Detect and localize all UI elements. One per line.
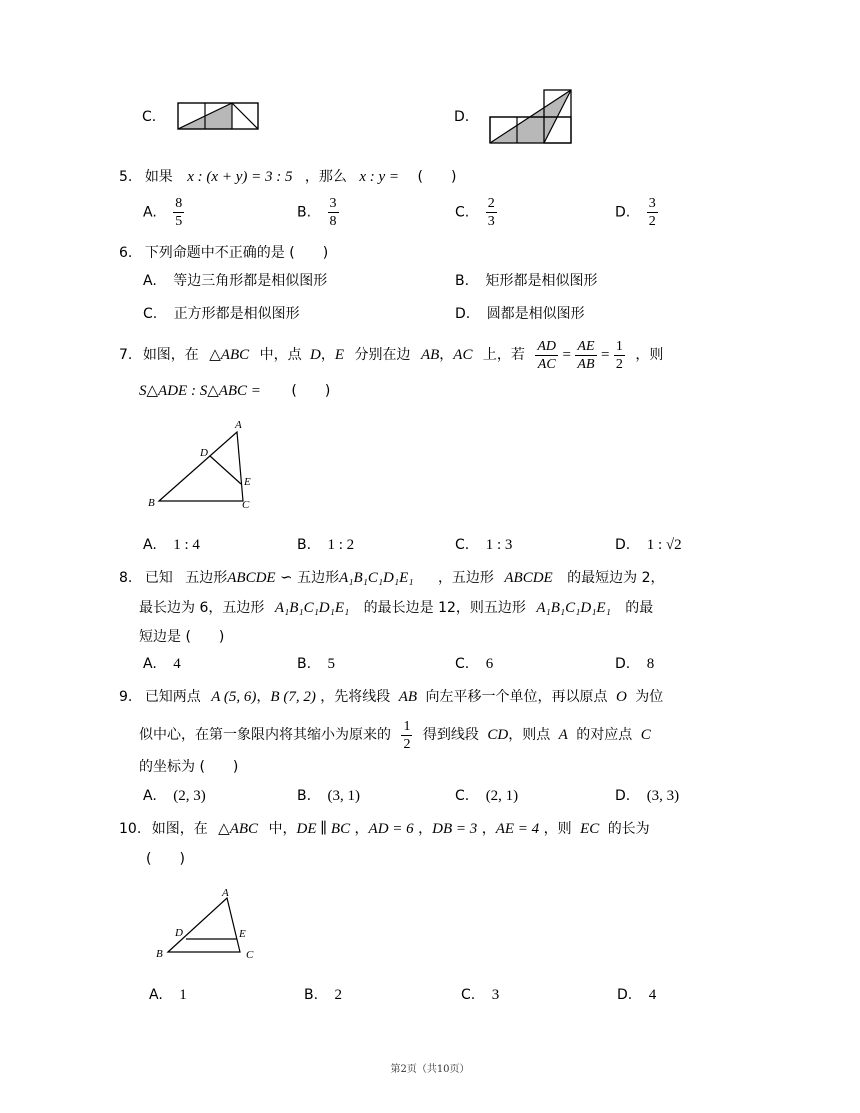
denominator: 2 bbox=[648, 214, 656, 229]
q8-pentagon: ABCDE bbox=[227, 570, 276, 586]
q9-segment-cd: CD bbox=[487, 727, 509, 743]
option-text: (3, 3) bbox=[646, 788, 680, 804]
q7-paren: ( ) bbox=[291, 383, 331, 399]
q7-label-e: E bbox=[244, 476, 251, 488]
numerator: 8 bbox=[175, 196, 183, 211]
denominator: 8 bbox=[329, 214, 337, 229]
q6-stem bbox=[119, 244, 328, 262]
q8-text: 短边是 ( ) bbox=[139, 629, 225, 645]
q5-stem bbox=[119, 168, 456, 186]
q7-comma: ， bbox=[320, 347, 335, 363]
q10-ae: AE = 4 bbox=[495, 821, 540, 837]
q5-expr2: x : y = bbox=[359, 169, 400, 185]
q5-option-c[interactable] bbox=[455, 196, 497, 229]
q7-option-c[interactable] bbox=[455, 536, 512, 554]
option-label: C. bbox=[455, 788, 470, 804]
q7-side-ac: AC bbox=[453, 347, 473, 363]
q9-point-a-ref: A bbox=[558, 727, 568, 743]
option-label: C. bbox=[455, 656, 470, 672]
page-footer: 第2页（共10页） bbox=[390, 1064, 470, 1075]
option-text: (3, 1) bbox=[327, 788, 361, 804]
q10-option-d[interactable] bbox=[617, 986, 656, 1004]
q9-text: ，先将线段 bbox=[320, 689, 391, 705]
q7-area-ratio: S△ADE : S△ABC = bbox=[139, 383, 261, 399]
q5-paren: ( ) bbox=[417, 169, 457, 185]
q6-option-d[interactable] bbox=[455, 305, 585, 323]
q10-option-a[interactable] bbox=[149, 986, 187, 1004]
q7-option-a[interactable] bbox=[143, 536, 200, 554]
numerator: 3 bbox=[648, 196, 656, 211]
q10-label-b: B bbox=[156, 948, 163, 960]
option-label: B. bbox=[297, 204, 312, 221]
option-text: 1 bbox=[179, 987, 187, 1003]
option-label: B. bbox=[297, 788, 312, 804]
q6-text: 下列命题中不正确的是 ( ) bbox=[144, 245, 329, 261]
q10-ec: EC bbox=[580, 821, 600, 837]
option-text: 正方形都是相似图形 bbox=[173, 306, 300, 322]
numerator: 2 bbox=[487, 196, 495, 211]
q7-option-b[interactable] bbox=[297, 536, 354, 554]
q7-point-d: D bbox=[310, 347, 321, 363]
option-label: D. bbox=[617, 987, 633, 1003]
q8-text: 五边形 bbox=[185, 570, 228, 586]
fraction bbox=[328, 196, 339, 229]
q8-option-b[interactable] bbox=[297, 655, 335, 673]
q8-similar-symbol: ∽ bbox=[280, 570, 293, 586]
q9-text: 得到线段 bbox=[422, 727, 479, 743]
denominator: AB bbox=[577, 356, 595, 372]
option-label: C. bbox=[455, 204, 470, 221]
q8-pentagon-prime: A₁B₁C₁D₁E₁ bbox=[339, 570, 414, 586]
option-text: 1 : 2 bbox=[327, 537, 355, 553]
option-label: C. bbox=[143, 306, 158, 322]
q7-number: 7. bbox=[119, 347, 133, 363]
q10-label-d: D bbox=[175, 927, 183, 939]
denominator: 2 bbox=[403, 736, 411, 752]
q5-prefix: 如果 bbox=[144, 169, 173, 185]
q10-figure bbox=[152, 884, 264, 964]
option-text: 等边三角形都是相似图形 bbox=[173, 273, 328, 289]
q5-expr: x : (x + y) = 3 : 5 bbox=[187, 169, 293, 185]
option-label: B. bbox=[455, 273, 470, 289]
q10-text: ，则 bbox=[543, 821, 572, 837]
q8-pentagon-prime: A₁B₁C₁D₁E₁ bbox=[274, 600, 350, 616]
numerator: AD bbox=[537, 338, 557, 354]
q7-figure bbox=[140, 414, 260, 514]
denominator: 3 bbox=[487, 214, 495, 229]
q9-text: 为位 bbox=[635, 689, 664, 705]
q9-text: ，则点 bbox=[508, 727, 551, 743]
option-text: 1 : 3 bbox=[485, 537, 513, 553]
q7-triangle: △ABC bbox=[209, 347, 250, 363]
denominator: 2 bbox=[615, 356, 623, 372]
q4-option-d-figure bbox=[488, 88, 574, 146]
q7-label-c: C bbox=[242, 499, 250, 511]
option-label: A. bbox=[143, 537, 157, 553]
q9-text: 的坐标为 ( ) bbox=[139, 759, 239, 775]
option-text: 8 bbox=[646, 656, 655, 672]
q8-text: 五边形 bbox=[297, 570, 340, 586]
q6-option-b[interactable] bbox=[455, 272, 598, 290]
q8-number: 8. bbox=[119, 570, 133, 586]
option-text: 6 bbox=[485, 656, 494, 672]
q7-side-ab: AB bbox=[420, 347, 440, 363]
q9-text: 已知两点 bbox=[144, 689, 201, 705]
fraction bbox=[486, 196, 497, 229]
q9-option-c[interactable] bbox=[455, 787, 518, 805]
q10-paren: ( ) bbox=[146, 851, 185, 867]
numerator: 1 bbox=[403, 718, 411, 734]
q8-text: 的最 bbox=[625, 600, 654, 616]
option-label: B. bbox=[304, 987, 319, 1003]
q9-segment-ab: AB bbox=[398, 689, 418, 705]
option-text: 1 : 4 bbox=[173, 537, 200, 553]
q4-option-d-label: D. bbox=[454, 109, 470, 125]
option-label: A. bbox=[143, 204, 157, 221]
denominator: AC bbox=[537, 356, 556, 372]
q10-ad: AD = 6 bbox=[368, 821, 414, 837]
q9-option-a[interactable] bbox=[143, 787, 206, 805]
q5-number: 5. bbox=[119, 169, 133, 185]
q6-option-a[interactable] bbox=[143, 272, 327, 290]
q9-origin: O bbox=[615, 689, 627, 705]
q8-option-d[interactable] bbox=[615, 655, 654, 673]
numerator: 1 bbox=[615, 338, 623, 354]
q10-text: 中， bbox=[268, 821, 297, 837]
option-text: 矩形都是相似图形 bbox=[485, 273, 598, 289]
numerator: AE bbox=[577, 338, 595, 354]
q5-option-d[interactable] bbox=[615, 196, 658, 229]
q7-stem-line1: 7. 如图，在 △ABC 中，点 D，E 分别在边 AB，AC 上，若 $\frac{AD}{AC}$ = $\frac{AE}{AB}$ = $\frac{1}{2}$ ，则 bbox=[119, 338, 664, 372]
q9-point-a: A (5, 6) bbox=[211, 689, 257, 705]
q9-option-b[interactable] bbox=[297, 787, 360, 805]
option-label: D. bbox=[615, 204, 631, 221]
q4-option-c-figure bbox=[176, 101, 260, 131]
q8-pentagon-prime: A₁B₁C₁D₁E₁ bbox=[536, 600, 611, 616]
fraction bbox=[401, 719, 412, 752]
q7-option-d[interactable] bbox=[615, 536, 682, 554]
option-label: A. bbox=[143, 788, 157, 804]
q8-option-a[interactable] bbox=[143, 655, 181, 673]
q8-stem-line1 bbox=[119, 569, 665, 587]
q5-mid: ，那么 bbox=[304, 169, 347, 185]
option-label: B. bbox=[297, 656, 312, 672]
option-label: A. bbox=[143, 656, 157, 672]
q9-stem-line3 bbox=[139, 758, 238, 776]
q9-stem-line1 bbox=[119, 688, 663, 706]
q9-option-d[interactable] bbox=[615, 787, 679, 805]
q8-pentagon: ABCDE bbox=[504, 570, 553, 586]
q9-number: 9. bbox=[119, 689, 133, 705]
q8-text: 最长边为 6，五边形 bbox=[139, 600, 265, 616]
option-label: B. bbox=[297, 537, 312, 553]
q9-text: 似中心，在第一象限内将其缩小为原来的 bbox=[139, 727, 391, 743]
fraction bbox=[614, 339, 625, 372]
q5-option-a[interactable] bbox=[143, 196, 184, 229]
q8-text: 的最短边为 2， bbox=[567, 570, 665, 586]
option-text: 2 bbox=[334, 987, 343, 1003]
q10-option-c[interactable] bbox=[461, 986, 499, 1004]
option-label: D. bbox=[615, 656, 631, 672]
option-label: C. bbox=[455, 537, 470, 553]
q8-text: ，五边形 bbox=[437, 570, 494, 586]
option-label: D. bbox=[615, 537, 631, 553]
option-label: C. bbox=[461, 987, 476, 1003]
q9-stem-line2 bbox=[139, 718, 651, 752]
q10-label-e: E bbox=[239, 928, 246, 940]
q7-text: 如图，在 bbox=[142, 347, 199, 363]
q7-text: 分别在边 bbox=[354, 347, 411, 363]
q9-point-c: C bbox=[640, 727, 651, 743]
q7-text: 中，点 bbox=[259, 347, 302, 363]
q4-option-c-label: C. bbox=[142, 109, 157, 125]
q8-stem-line3 bbox=[139, 628, 224, 646]
fraction bbox=[647, 196, 658, 229]
option-text: 4 bbox=[648, 987, 657, 1003]
option-text: 圆都是相似图形 bbox=[486, 306, 585, 322]
q5-option-b[interactable] bbox=[297, 196, 339, 229]
q10-option-b[interactable] bbox=[304, 986, 342, 1004]
option-label: A. bbox=[149, 987, 163, 1003]
option-text: 5 bbox=[327, 656, 336, 672]
q8-stem-line2 bbox=[139, 599, 653, 617]
q7-point-e: E bbox=[334, 347, 345, 363]
option-text: 1 : √2 bbox=[646, 537, 682, 553]
q10-text: 如图，在 bbox=[151, 821, 208, 837]
q10-parallel: DE ∥ BC bbox=[296, 821, 351, 837]
q7-label-b: B bbox=[148, 497, 155, 509]
option-label: A. bbox=[143, 273, 157, 289]
option-label: D. bbox=[455, 306, 471, 322]
q7-label-a: A bbox=[235, 419, 242, 431]
q7-text: 上，若 bbox=[482, 347, 525, 363]
option-text: 3 bbox=[491, 987, 500, 1003]
option-text: (2, 1) bbox=[485, 788, 519, 804]
q9-text: 向左平移一个单位，再以原点 bbox=[425, 689, 608, 705]
q10-stem-line2 bbox=[146, 850, 185, 868]
option-text: 4 bbox=[173, 656, 181, 672]
q7-comma: ， bbox=[439, 347, 454, 363]
numerator: 3 bbox=[329, 196, 337, 211]
q7-stem-line2 bbox=[139, 382, 330, 400]
option-label: D. bbox=[615, 788, 631, 804]
q10-label-a: A bbox=[222, 887, 229, 899]
q8-text: 已知 bbox=[144, 570, 173, 586]
q6-number: 6. bbox=[119, 245, 133, 261]
q8-option-c[interactable] bbox=[455, 655, 493, 673]
denominator: 5 bbox=[175, 214, 183, 229]
q9-point-b: B (7, 2) bbox=[270, 689, 316, 705]
q10-triangle: △ABC bbox=[218, 821, 259, 837]
q10-db: DB = 3 bbox=[432, 821, 478, 837]
q10-label-c: C bbox=[246, 949, 254, 961]
q10-number: 10. bbox=[119, 821, 142, 837]
fraction bbox=[575, 339, 596, 372]
q6-option-c[interactable] bbox=[143, 305, 300, 323]
q10-stem-line1: 10. 如图，在 △ABC 中，DE ∥ BC ，AD = 6 ，DB = 3 ，AE = 4 ，则 EC 的长为 bbox=[119, 821, 650, 837]
option-text: (2, 3) bbox=[173, 788, 206, 804]
q7-text: ，则 bbox=[635, 347, 664, 363]
fraction bbox=[173, 196, 184, 229]
fraction bbox=[535, 339, 558, 372]
q7-label-d: D bbox=[200, 447, 208, 459]
q9-text: 的对应点 bbox=[576, 727, 633, 743]
q8-text: 的最长边是 12，则五边形 bbox=[363, 600, 526, 616]
q9-text: ， bbox=[256, 689, 271, 705]
q10-text: 的长为 bbox=[607, 821, 650, 837]
